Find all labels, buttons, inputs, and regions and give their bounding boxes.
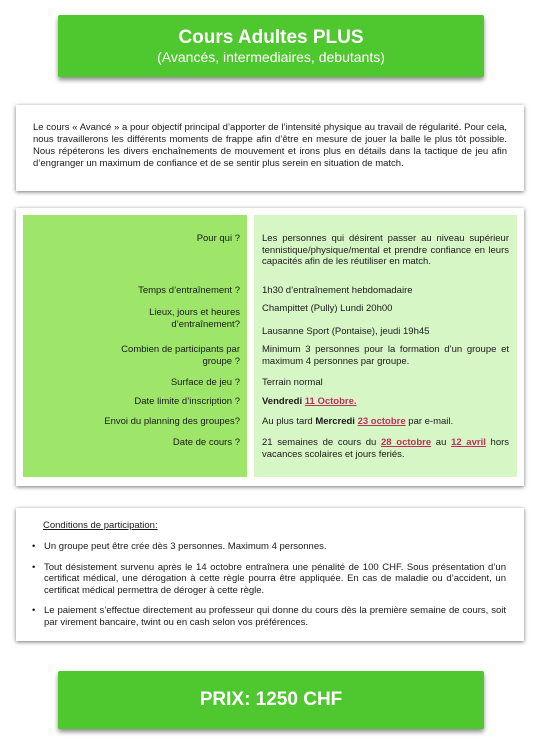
- answer-lieu-1: Champittet (Pully) Lundi 20h00: [262, 303, 393, 314]
- conditions-list: [30, 541, 506, 637]
- page-subtitle: (Avancés, intermediaires, debutants): [157, 49, 385, 65]
- answer-date-limite-day: Vendredi: [262, 396, 303, 407]
- intro-text: Le cours « Avancé » a pour objectif principal d’apporter de l’intensité physique au travail de régularité. Pour cela, nous travaillerons les différents moments de frappe afin d’être en mesure de jouer la balle le plus tôt possible. Nous répéterons les divers enchaînements de mouvement et irons plus en détails dans la tactique de jeu afin d’engranger un maximum de confiance et de se sentir plus serein en situation de match.: [33, 122, 507, 169]
- answer-cours-start: 28 octobre: [381, 437, 432, 448]
- page-title: Cours Adultes PLUS: [178, 27, 364, 48]
- question-date-cours: Date de cours ?: [172, 437, 240, 448]
- intro-card: [16, 105, 524, 191]
- conditions-card: [16, 508, 524, 641]
- answer-date-limite: [262, 396, 509, 408]
- answer-pour-qui: Les personnes qui désirent passer au niveau supérieur tennistique/physique/mental et prendre confiance en leurs capacités afin de les réutiliser en match.: [262, 233, 509, 267]
- answers-column: [254, 215, 517, 477]
- question-temps: Temps d’entraînement ?: [138, 285, 240, 296]
- question-surface: Surface de jeu ?: [170, 377, 240, 388]
- answer-date-cours: [262, 437, 509, 460]
- answer-cours-end: 12 avril: [451, 437, 486, 448]
- price-banner: [58, 671, 484, 729]
- answer-envoi-planning: [262, 416, 509, 428]
- question-envoi-planning: Envoi du planning des groupes?: [104, 416, 240, 427]
- price-label: PRIX: 1250 CHF: [199, 689, 343, 710]
- title-banner: [58, 15, 484, 77]
- answer-surface: Terrain normal: [262, 377, 323, 388]
- answer-cours-pre: 21 semaines de cours du: [262, 437, 377, 448]
- question-date-limite: Date limite d’inscription ?: [134, 396, 240, 407]
- conditions-title: Conditions de participation:: [43, 520, 158, 531]
- question-lieux: Lieux, jours et heures d’entraînement?: [149, 307, 240, 330]
- condition-item: • Le paiement s’effectue directement au professeur qui donne du cours dès la première semaine de cours, soit par virement bancaire, twint ou en cash selon vos préférences.: [30, 605, 506, 628]
- question-pour-qui: Pour qui ?: [196, 233, 240, 244]
- answer-envoi-pre: Au plus tard: [262, 416, 313, 427]
- answer-cours-mid: au: [435, 437, 447, 448]
- answer-temps: 1h30 d’entraînement hebdomadaire: [262, 285, 413, 296]
- answer-date-limite-date: 11 Octobre.: [304, 396, 357, 407]
- condition-item: • Un groupe peut être crée dès 3 personnes. Maximum 4 personnes.: [30, 541, 506, 553]
- condition-item: • Tout désistement survenu après le 14 octobre entraînera une pénalité de 100 CHF. Sous présentation d’un certificat médical, une dérogation à cette règle pourra être appliquée. En cas de maladie ou d’accident, un certificat médical permettra de déroger à cette règle.: [30, 562, 506, 597]
- answer-participants: Minimum 3 personnes pour la formation d’un groupe et maximum 4 personnes par groupe.: [262, 344, 509, 367]
- answer-cours-post: hors vacances scolaires et jours feriés.: [262, 437, 510, 460]
- answer-envoi-post: par e-mail.: [408, 416, 454, 427]
- answer-envoi-date: 23 octobre: [357, 416, 406, 427]
- answer-lieu-2: Lausanne Sport (Pontaise), jeudi 19h45: [262, 326, 430, 337]
- info-table: [16, 208, 524, 486]
- answer-envoi-day: Mercredi: [315, 416, 355, 427]
- question-participants: Combien de participants par groupe ?: [121, 344, 240, 367]
- questions-column: [23, 215, 247, 477]
